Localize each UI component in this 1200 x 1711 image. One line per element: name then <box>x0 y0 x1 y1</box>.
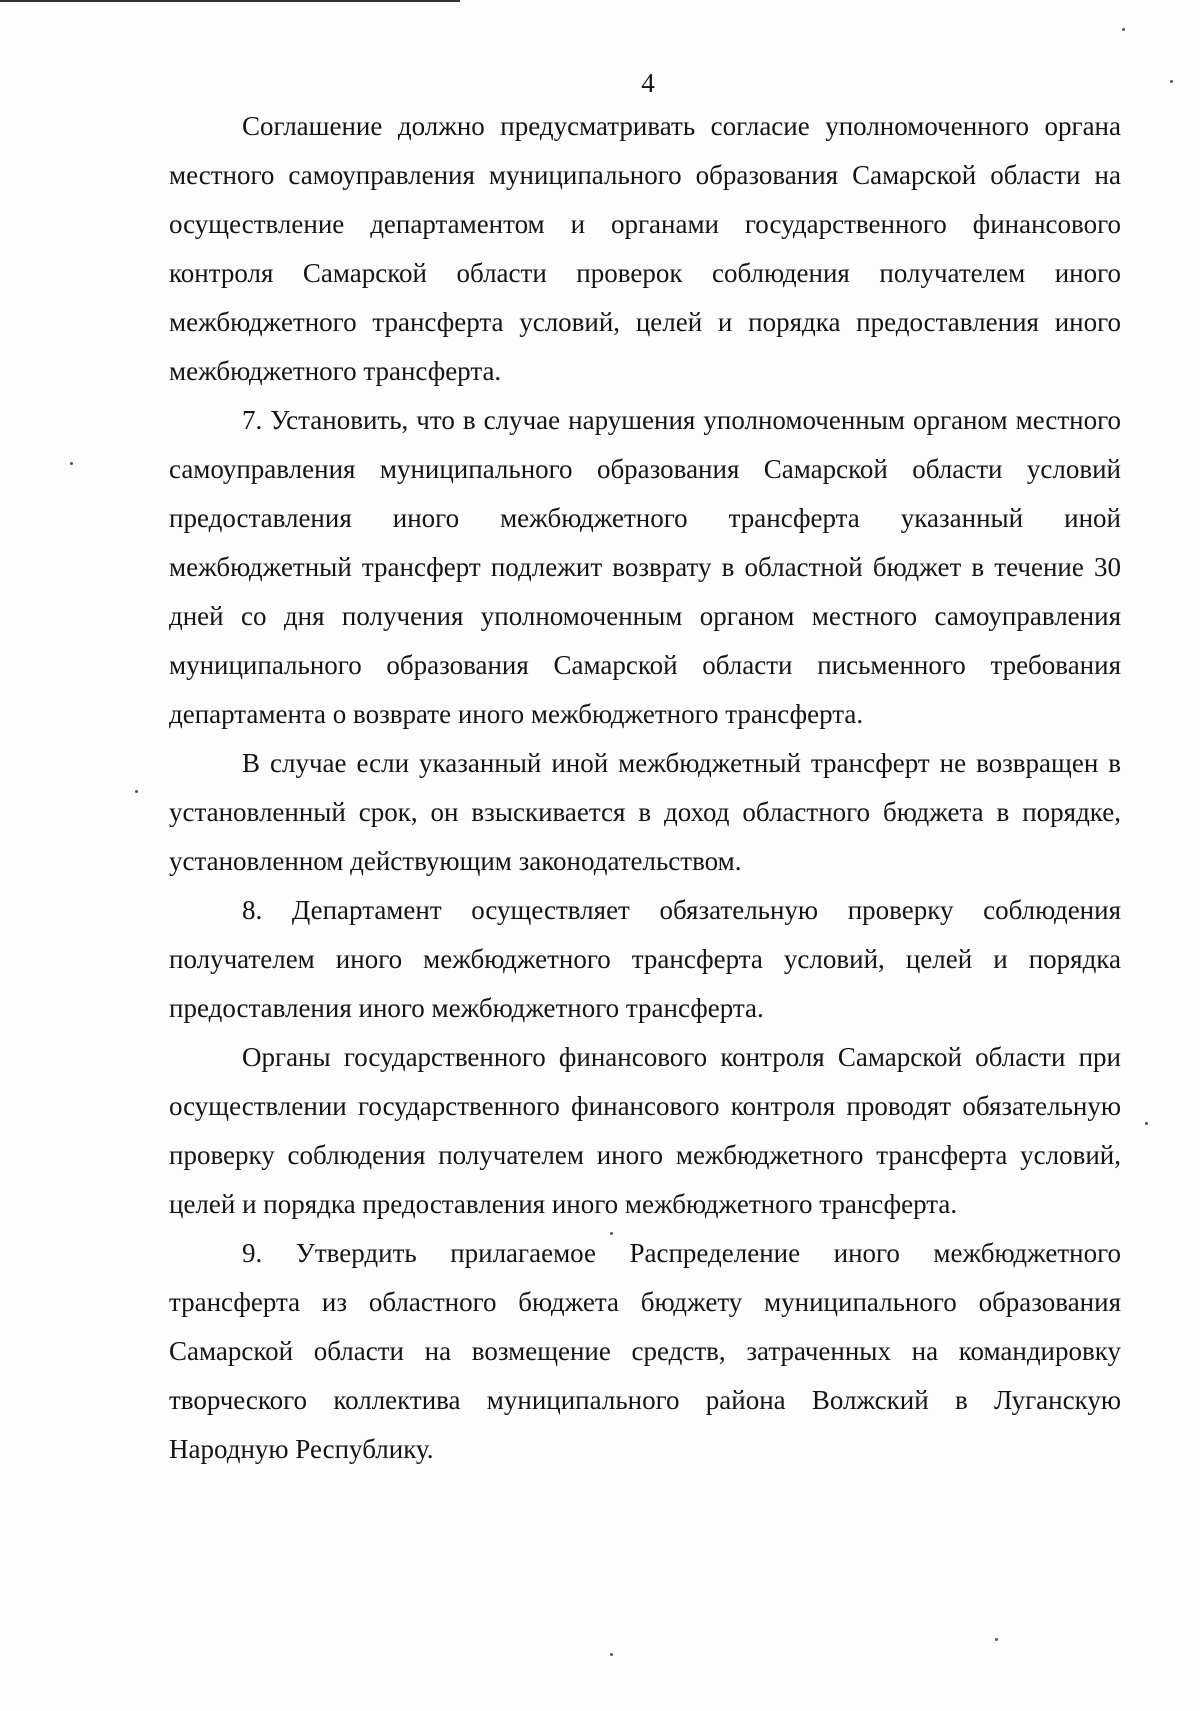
scan-speck <box>1145 1122 1148 1125</box>
paragraph-item-7: 7. Установить, что в случае нарушения уполномоченным органом местного самоуправления муниципального образования Самарской области условий предоставления иного межбюджетного трансферта указанный иной межбюджетный трансферт подлежит возврату в областной бюджет в течение 30 дней со дня получения уполномоченным органом местного самоуправления муниципального образования Самарской области письменного требования департамента о возврате иного межбюджетного трансферта. <box>169 405 1121 729</box>
scan-speck <box>135 790 138 793</box>
page-number: 4 <box>641 68 655 98</box>
scan-speck <box>995 1638 998 1641</box>
paragraph-item-8: 8. Департамент осуществляет обязательную проверку соблюдения получателем иного межбюджетного трансферта условий, целей и порядка предоставления иного межбюджетного трансферта. <box>169 895 1121 1023</box>
document-body <box>169 102 1121 1474</box>
scan-top-edge-line <box>0 0 460 2</box>
scan-speck <box>1122 28 1125 31</box>
scan-speck <box>610 1232 613 1235</box>
paragraph-item-9: 9. Утвердить прилагаемое Распределение иного межбюджетного трансферта из областного бюджета бюджету муниципального образования Самарской области на возмещение средств, затраченных на командировку творческого коллектива муниципального района Волжский в Луганскую Народную Республику. <box>169 1238 1121 1464</box>
scan-speck <box>1170 80 1173 83</box>
paragraph-agreement-consent: Соглашение должно предусматривать согласие уполномоченного органа местного самоуправления муниципального образования Самарской области на осуществление департаментом и органами государственного финансового контроля Самарской области проверок соблюдения получателем иного межбюджетного трансферта условий, целей и порядка предоставления иного межбюджетного трансферта. <box>169 111 1121 386</box>
paragraph-recovery: В случае если указанный иной межбюджетный трансферт не возвращен в установленный срок, он взыскивается в доход областного бюджета в порядке, установленном действующим законодательством. <box>169 748 1121 876</box>
scan-speck <box>610 1653 613 1656</box>
scan-speck <box>70 462 73 465</box>
paragraph-control-bodies: Органы государственного финансового контроля Самарской области при осуществлении государственного финансового контроля проводят обязательную проверку соблюдения получателем иного межбюджетного трансферта условий, целей и порядка предоставления иного межбюджетного трансферта. <box>169 1042 1121 1219</box>
